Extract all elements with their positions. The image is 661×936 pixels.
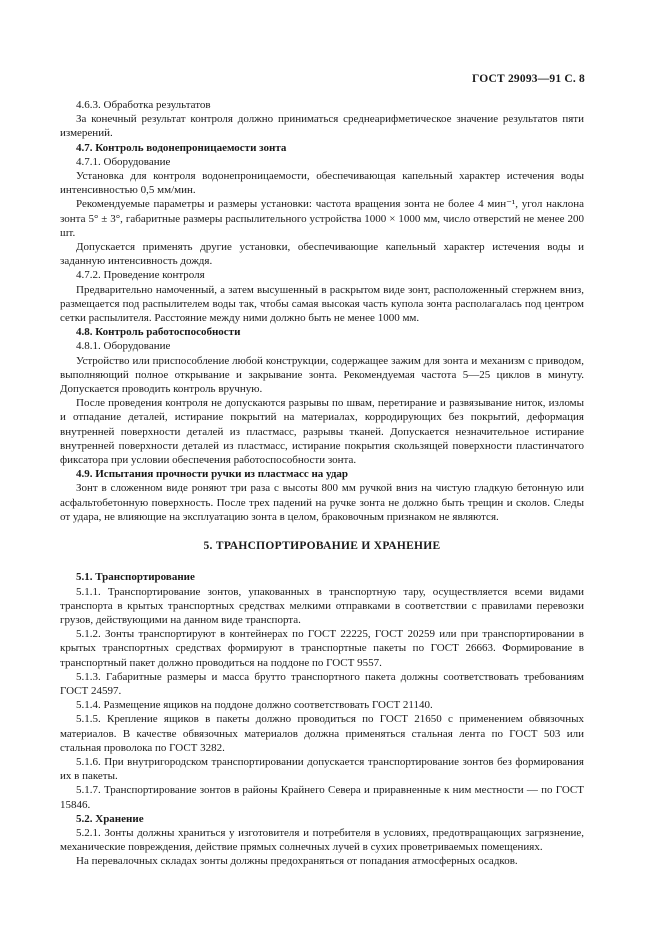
paragraph: 5.1.4. Размещение ящиков на поддоне должно соответствовать ГОСТ 21140. <box>76 699 433 712</box>
paragraph: 4.6.3. Обработка результатов <box>76 99 211 111</box>
paragraph: Рекомендуемые параметры и размеры установки: частота вращения зонта не более 4 мин⁻¹, угол наклона зонта 5° ± 3°, габаритные размеры распылительного устройства 1000 × 1000 мм, число отверстий не менее 200 шт. <box>60 198 584 239</box>
paragraph: Зонт в сложенном виде роняют три раза с высоты 800 мм ручкой вниз на чистую гладкую бетонную или асфальтобетонную поверхность. После трех падений на ручке зонта не должно быть трещин и сколов. Следы от удара, не влияющие на эксплуатацию зонта в целом, браковочным признаком не являются. <box>60 482 584 523</box>
paragraph: Устройство или приспособление любой конструкции, содержащее зажим для зонта и механизм с приводом, выполняющий полное открывание и закрывание зонта. Рекомендуемая частота 5—25 циклов в минуту. Допускается проводить контроль вручную. <box>60 354 584 396</box>
paragraph: 5.1.3. Габаритные размеры и масса брутто транспортного пакета должны соответствовать требованиям ГОСТ 24597. <box>60 670 584 697</box>
paragraph: 5.1.7. Транспортирование зонтов в районы Крайнего Севера и приравненные к ним местности — по ГОСТ 15846. <box>60 784 584 811</box>
paragraph: 4.8.1. Оборудование <box>76 340 171 353</box>
paragraph: 5.1.1. Транспортирование зонтов, упакованных в транспортную тару, осуществляется всеми видами транспорта в крытых транспортных средствах мелкими отправками в соответствии с правилами перевозки грузов, действующими на данном виде транспорта. <box>60 585 584 626</box>
paragraph: 5.2.1. Зонты должны храниться у изготовителя и потребителя в условиях, предотвращающих загрязнение, механические повреждения, действие прямых солнечных лучей в сухих проветриваемых помещениях. <box>60 826 584 854</box>
page-header: ГОСТ 29093—91 С. 8 <box>472 73 585 85</box>
subsection-title: 4.7. Контроль водонепроницаемости зонта <box>76 141 287 154</box>
paragraph: На перевалочных складах зонты должны предохраняться от попадания атмосферных осадков. <box>76 855 518 868</box>
subsection-title: 5.1. Транспортирование <box>76 571 195 584</box>
paragraph: За конечный результат контроля должно приниматься среднеарифметическое значение результатов пяти измерений. <box>60 113 584 140</box>
paragraph: Допускается применять другие установки, обеспечивающие капельный характер истечения воды и заданную интенсивность дождя. <box>60 241 584 268</box>
paragraph: Установка для контроля водонепроницаемости, обеспечивающая капельный характер истечения воды интенсивностью 0,5 мм/мин. <box>60 170 584 197</box>
paragraph: 5.1.2. Зонты транспортируют в контейнерах по ГОСТ 22225, ГОСТ 20259 или при транспортировании в крытых транспортных средствах формируют в транспортные пакеты по ГОСТ 26663. Формирование в транспортный пакет должно проводиться на поддоне по ГОСТ 9557. <box>60 628 584 669</box>
document-body <box>60 98 584 869</box>
subsection-title: 5.2. Хранение <box>76 812 144 825</box>
subsection-title: 4.9. Испытания прочности ручки из пластмасс на удар <box>76 468 349 481</box>
paragraph: 5.1.6. При внутригородском транспортировании допускается транспортирование зонтов без формирования их в пакеты. <box>60 755 584 783</box>
paragraph: 5.1.5. Крепление ящиков в пакеты должно проводиться по ГОСТ 21650 с применением обвязочных материалов. В качестве обвязочных материалов должна применяться стальная лента по ГОСТ 503 или стальная проволока по ГОСТ 3282. <box>60 713 584 754</box>
paragraph: Предварительно намоченный, а затем высушенный в раскрытом виде зонт, расположенный стержнем вниз, размещается под распылителем воды так, чтобы самая высокая часть купола зонта располагалась под центром сетки распылителя. Расстояние между ними должно быть не менее 1000 мм. <box>60 283 584 325</box>
subsection-title: 4.8. Контроль работоспособности <box>76 326 241 339</box>
paragraph: 4.7.2. Проведение контроля <box>76 269 205 282</box>
paragraph: 4.7.1. Оборудование <box>76 155 171 168</box>
paragraph: После проведения контроля не допускаются разрывы по швам, перетирание и развязывание ниток, изломы и отпадание деталей, истирание покрытий на материалах, корродирующих без покрытий, деформация внутренней поверхности деталей из пластмасс, разрывы тканей. Допускается незначительное истирание внутренней поверхности деталей из пластмасс, истирание покрытия скользящей поверхности пластинчатого фиксатора при условии обеспечения работоспособности зонта. <box>60 397 584 467</box>
section-heading: 5. ТРАНСПОРТИРОВАНИЕ И ХРАНЕНИЕ <box>203 540 441 553</box>
